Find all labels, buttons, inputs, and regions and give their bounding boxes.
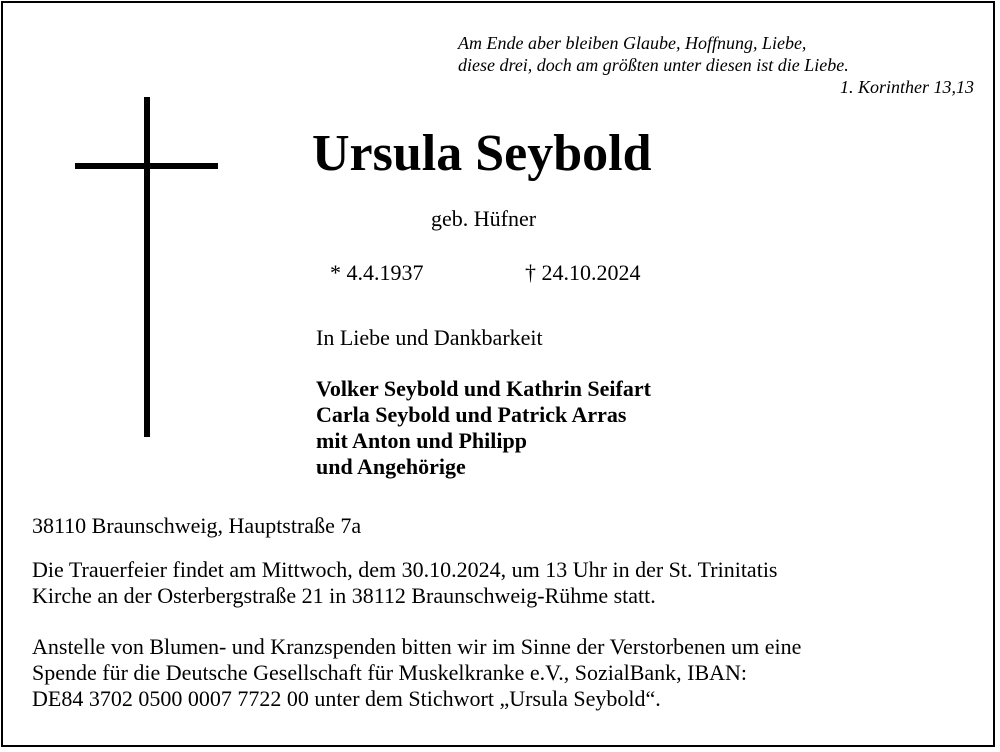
donation-line: DE84 3702 0500 0007 7722 00 unter dem Stichwort „Ursula Seybold“. bbox=[32, 686, 661, 711]
greeting-line: In Liebe und Dankbarkeit bbox=[316, 325, 543, 350]
funeral-service-paragraph bbox=[32, 557, 977, 609]
bible-verse bbox=[458, 32, 974, 98]
mourner-line: mit Anton und Philipp bbox=[316, 428, 527, 453]
service-line: Kirche an der Osterbergstraße 21 in 38112 Braunschweig-Rühme statt. bbox=[32, 583, 656, 608]
service-line: Die Trauerfeier findet am Mittwoch, dem 30.10.2024, um 13 Uhr in der St. Trinitatis bbox=[32, 557, 778, 582]
mourners-list bbox=[316, 376, 651, 480]
donation-line: Anstelle von Blumen- und Kranzspenden bitten wir im Sinne der Verstorbenen um eine bbox=[32, 634, 802, 659]
birth-date: * 4.4.1937 bbox=[330, 260, 424, 285]
verse-reference: 1. Korinther 13,13 bbox=[839, 77, 974, 97]
birth-name: geb. Hüfner bbox=[431, 206, 537, 231]
donation-paragraph bbox=[32, 634, 977, 712]
verse-line-1: Am Ende aber bleiben Glaube, Hoffnung, Liebe, bbox=[458, 33, 807, 53]
family-address: 38110 Braunschweig, Hauptstraße 7a bbox=[32, 513, 362, 538]
mourner-line: und Angehörige bbox=[316, 454, 466, 479]
cross-vertical-bar bbox=[144, 97, 150, 437]
deceased-name: Ursula Seybold bbox=[312, 125, 652, 182]
mourner-line: Volker Seybold und Kathrin Seifart bbox=[316, 376, 651, 401]
verse-line-2: diese drei, doch am größten unter diesen ist die Liebe. bbox=[458, 55, 849, 75]
death-date: † 24.10.2024 bbox=[525, 260, 641, 285]
cross-icon bbox=[75, 97, 218, 437]
mourner-line: Carla Seybold und Patrick Arras bbox=[316, 402, 627, 427]
donation-line: Spende für die Deutsche Gesellschaft für Muskelkranke e.V., SozialBank, IBAN: bbox=[32, 660, 748, 685]
cross-horizontal-bar bbox=[75, 163, 218, 169]
